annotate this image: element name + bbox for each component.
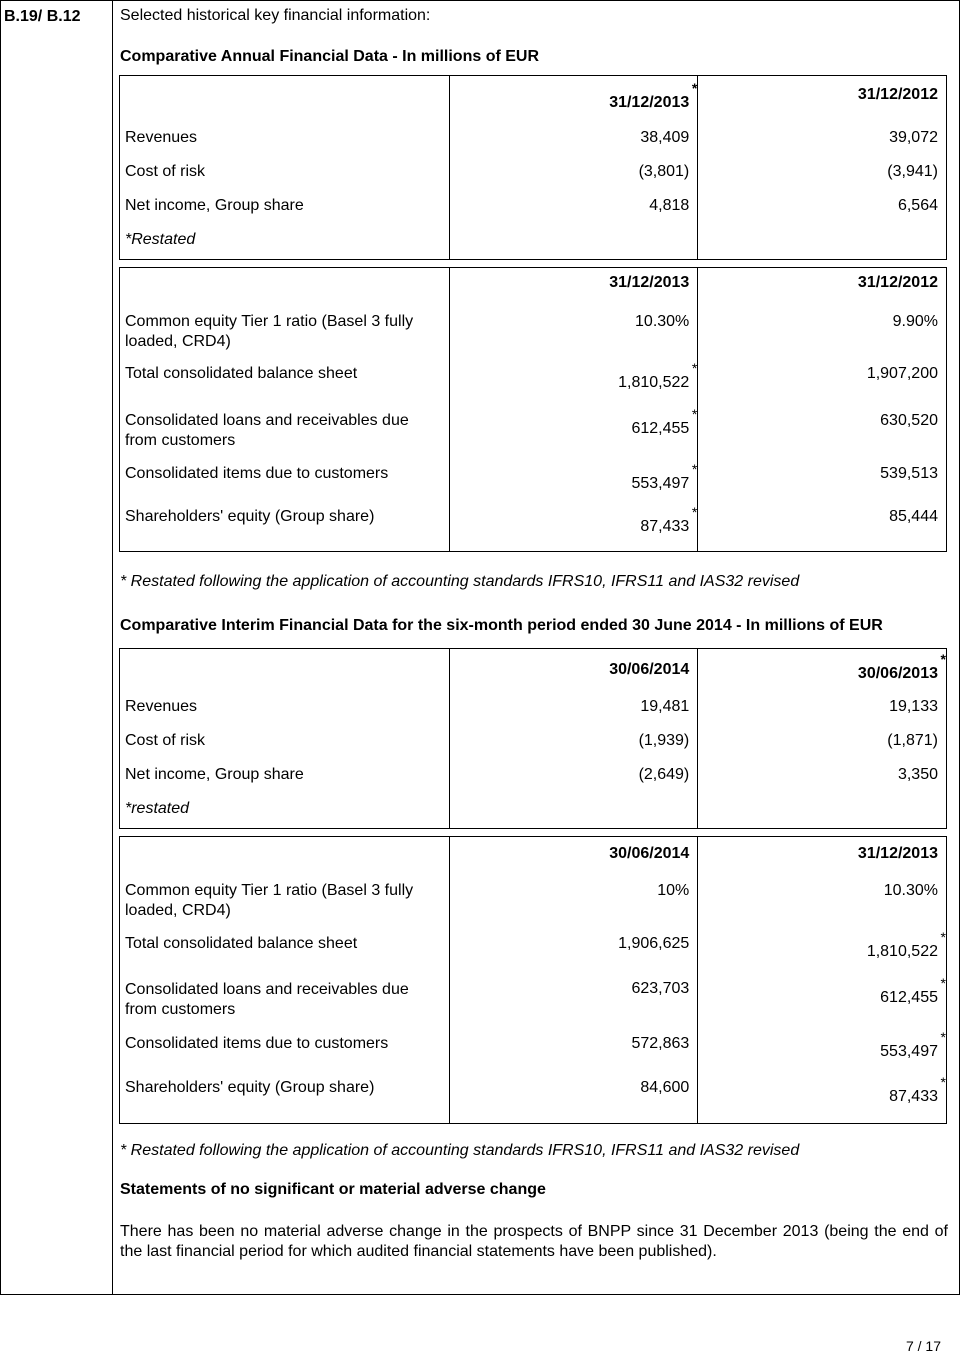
section-label: B.19/ B.12 <box>4 8 81 25</box>
interim-balance-table <box>119 836 947 1124</box>
table-row: Revenues 19,481 19,133 <box>120 691 947 725</box>
table-row: Net income, Group share (2,649) 3,350 <box>120 759 947 793</box>
table-row: Total consolidated balance sheet 1,810,522 * 1,907,200 <box>120 360 947 407</box>
table-row: Consolidated items due to customers 553,497 * 539,513 <box>120 461 947 505</box>
restated-note: * Restated following the application of accounting standards IFRS10, IFRS11 and IAS32 revised <box>120 1142 800 1159</box>
table-row: Net income, Group share 4,818 6,564 <box>120 190 947 224</box>
table-header-row <box>120 76 947 122</box>
interim-table-title: Comparative Interim Financial Data for the six-month period ended 30 June 2014 - In millions of EUR <box>120 617 883 634</box>
section-label-column <box>1 1 113 1294</box>
table-header-row: 30/06/2014 31/12/2013 <box>120 837 947 877</box>
table-row: Common equity Tier 1 ratio (Basel 3 fully loaded, CRD4) 10.30% 9.90% <box>120 308 947 360</box>
table-row: Consolidated loans and receivables due from customers 612,455 * 630,520 <box>120 407 947 461</box>
annual-table-title: Comparative Annual Financial Data - In millions of EUR <box>120 48 540 65</box>
section-title: Selected historical key financial information: <box>120 7 431 24</box>
table-row: Common equity Tier 1 ratio (Basel 3 fully loaded, CRD4) 10% 10.30% <box>120 877 947 931</box>
table-row: Consolidated items due to customers 572,863 553,497 * <box>120 1031 947 1076</box>
page-number: 7 / 17 <box>905 1338 941 1354</box>
table-row: Total consolidated balance sheet 1,906,625 1,810,522 * <box>120 931 947 977</box>
table-row: Shareholders' equity (Group share) 84,600 87,433 * <box>120 1076 947 1124</box>
restated-note: * Restated following the application of accounting standards IFRS10, IFRS11 and IAS32 revised <box>120 573 800 590</box>
table-row: Cost of risk (1,939) (1,871) <box>120 725 947 759</box>
column-header: 31/12/2013 * <box>449 76 698 122</box>
statement-heading: Statements of no significant or material adverse change <box>120 1181 546 1198</box>
table-row: *restated <box>120 793 947 829</box>
table-row: Consolidated loans and receivables due from customers 623,703 612,455 * <box>120 977 947 1031</box>
table-header-row: 30/06/2014 30/06/2013 * <box>120 649 947 691</box>
table-row: Revenues 38,409 39,072 <box>120 122 947 156</box>
table-header-row: 31/12/2013 31/12/2012 <box>120 268 947 308</box>
column-header: 31/12/2012 <box>698 76 947 122</box>
interim-income-table <box>119 648 947 829</box>
annual-balance-table <box>119 267 947 552</box>
annual-income-table <box>119 75 947 260</box>
table-row: *Restated <box>120 224 947 260</box>
table-row: Shareholders' equity (Group share) 87,433 * 85,444 <box>120 505 947 552</box>
table-row: Cost of risk (3,801) (3,941) <box>120 156 947 190</box>
statement-paragraph: There has been no material adverse change in the prospects of BNPP since 31 December 2013 (being the end of the last financial period for which audited financial statements have been published). <box>120 1223 948 1260</box>
